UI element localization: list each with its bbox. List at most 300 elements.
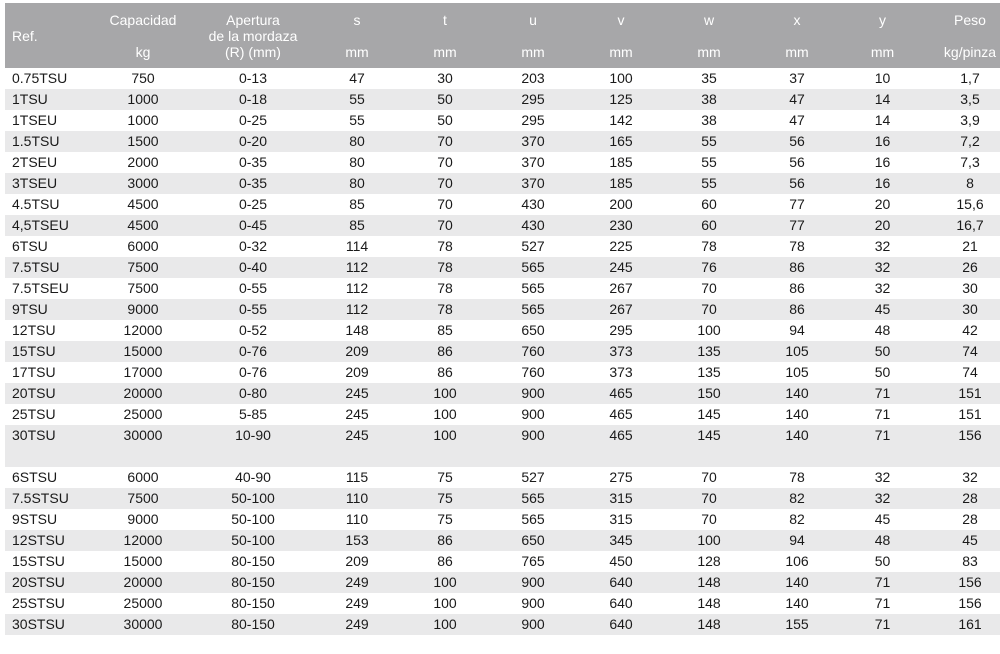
cell-peso: 1,7 [924, 68, 1000, 89]
table-row [5, 68, 1000, 89]
cell-s: 245 [313, 425, 401, 446]
cell-capacidad: 6000 [93, 467, 193, 488]
cell-x: 140 [753, 593, 841, 614]
cell-w: 145 [665, 425, 753, 446]
cell-x: 140 [753, 572, 841, 593]
cell-capacidad: 750 [93, 68, 193, 89]
cell-apertura: 80-150 [193, 614, 313, 635]
cell-x: 140 [753, 383, 841, 404]
cell-ref: 3TSEU [5, 173, 93, 194]
cell-x: 78 [753, 467, 841, 488]
cell-u: 650 [489, 320, 577, 341]
cell-peso: 28 [924, 488, 1000, 509]
cell-w: 78 [665, 236, 753, 257]
cell-s: 245 [313, 404, 401, 425]
cell-u: 900 [489, 383, 577, 404]
cell-y: 32 [841, 236, 924, 257]
cell-ref: 4.5TSU [5, 194, 93, 215]
cell-apertura: 0-76 [193, 362, 313, 383]
cell-capacidad: 9000 [93, 299, 193, 320]
cell-apertura: 0-25 [193, 110, 313, 131]
cell-y: 50 [841, 341, 924, 362]
cell-apertura: 10-90 [193, 425, 313, 446]
cell-v: 267 [577, 278, 665, 299]
table-row [5, 467, 1000, 488]
cell-u: 565 [489, 488, 577, 509]
table-row [5, 593, 1000, 614]
cell-y: 32 [841, 278, 924, 299]
cell-y: 14 [841, 89, 924, 110]
cell-u: 650 [489, 530, 577, 551]
cell-ref: 7.5STSU [5, 488, 93, 509]
cell-peso: 32 [924, 467, 1000, 488]
cell-apertura: 50-100 [193, 509, 313, 530]
cell-ref: 30TSU [5, 425, 93, 446]
cell-y: 20 [841, 194, 924, 215]
cell-y: 32 [841, 257, 924, 278]
cell-ref: 12STSU [5, 530, 93, 551]
cell-v: 295 [577, 320, 665, 341]
cell-apertura: 0-32 [193, 236, 313, 257]
table-row [5, 509, 1000, 530]
cell-capacidad: 6000 [93, 236, 193, 257]
header-y-label: y [879, 11, 886, 28]
cell-s: 249 [313, 593, 401, 614]
cell-apertura: 0-80 [193, 383, 313, 404]
cell-t: 100 [401, 593, 489, 614]
cell-peso: 151 [924, 383, 1000, 404]
cell-y: 71 [841, 593, 924, 614]
cell-w: 35 [665, 68, 753, 89]
cell-y: 45 [841, 299, 924, 320]
header-capacidad-unit: kg [135, 43, 151, 60]
cell-peso: 74 [924, 362, 1000, 383]
cell-t: 50 [401, 110, 489, 131]
table-row [5, 257, 1000, 278]
cell-s: 47 [313, 68, 401, 89]
cell-u: 295 [489, 89, 577, 110]
cell-ref: 9STSU [5, 509, 93, 530]
cell-peso: 21 [924, 236, 1000, 257]
cell-apertura: 0-52 [193, 320, 313, 341]
cell-t: 75 [401, 509, 489, 530]
cell-s: 209 [313, 341, 401, 362]
cell-apertura: 0-40 [193, 257, 313, 278]
cell-capacidad: 12000 [93, 320, 193, 341]
cell-v: 465 [577, 425, 665, 446]
table-row [5, 131, 1000, 152]
cell-t: 78 [401, 236, 489, 257]
cell-peso: 26 [924, 257, 1000, 278]
header-apertura-line2: de la mordaza [208, 27, 298, 44]
cell-t: 100 [401, 383, 489, 404]
cell-x: 155 [753, 614, 841, 635]
cell-apertura: 0-18 [193, 89, 313, 110]
cell-peso: 28 [924, 509, 1000, 530]
cell-w: 55 [665, 131, 753, 152]
cell-u: 203 [489, 68, 577, 89]
header-y [841, 3, 924, 68]
cell-capacidad: 1500 [93, 131, 193, 152]
cell-peso: 74 [924, 341, 1000, 362]
cell-s: 148 [313, 320, 401, 341]
header-ref-label: Ref. [12, 27, 38, 44]
cell-w: 70 [665, 488, 753, 509]
cell-x: 47 [753, 110, 841, 131]
cell-x: 77 [753, 194, 841, 215]
table-row [5, 173, 1000, 194]
cell-x: 140 [753, 404, 841, 425]
header-s [313, 3, 401, 68]
separator-cell [5, 446, 1000, 467]
cell-ref: 17TSU [5, 362, 93, 383]
header-w [665, 3, 753, 68]
cell-u: 527 [489, 467, 577, 488]
cell-u: 900 [489, 572, 577, 593]
table-row [5, 362, 1000, 383]
cell-y: 32 [841, 467, 924, 488]
cell-peso: 42 [924, 320, 1000, 341]
cell-x: 86 [753, 257, 841, 278]
cell-ref: 1TSU [5, 89, 93, 110]
cell-x: 82 [753, 488, 841, 509]
header-capacidad-label: Capacidad [109, 11, 177, 28]
header-peso [924, 3, 1000, 68]
cell-peso: 156 [924, 425, 1000, 446]
cell-peso: 156 [924, 572, 1000, 593]
cell-x: 82 [753, 509, 841, 530]
cell-peso: 156 [924, 593, 1000, 614]
table-row [5, 572, 1000, 593]
cell-ref: 15TSU [5, 341, 93, 362]
cell-apertura: 80-150 [193, 551, 313, 572]
cell-peso: 30 [924, 278, 1000, 299]
header-x [753, 3, 841, 68]
cell-v: 230 [577, 215, 665, 236]
cell-t: 70 [401, 173, 489, 194]
cell-x: 47 [753, 89, 841, 110]
cell-v: 315 [577, 488, 665, 509]
cell-u: 565 [489, 509, 577, 530]
cell-t: 75 [401, 467, 489, 488]
cell-apertura: 80-150 [193, 593, 313, 614]
cell-t: 78 [401, 299, 489, 320]
cell-peso: 8 [924, 173, 1000, 194]
cell-v: 200 [577, 194, 665, 215]
cell-t: 86 [401, 341, 489, 362]
cell-v: 225 [577, 236, 665, 257]
cell-t: 70 [401, 194, 489, 215]
table-row [5, 299, 1000, 320]
cell-u: 430 [489, 194, 577, 215]
cell-apertura: 0-25 [193, 194, 313, 215]
cell-u: 565 [489, 257, 577, 278]
cell-s: 55 [313, 89, 401, 110]
cell-s: 85 [313, 215, 401, 236]
cell-x: 77 [753, 215, 841, 236]
cell-peso: 7,2 [924, 131, 1000, 152]
table-row [5, 110, 1000, 131]
cell-w: 128 [665, 551, 753, 572]
cell-ref: 15STSU [5, 551, 93, 572]
cell-capacidad: 12000 [93, 530, 193, 551]
cell-apertura: 0-35 [193, 152, 313, 173]
cell-y: 48 [841, 320, 924, 341]
cell-ref: 2TSEU [5, 152, 93, 173]
cell-y: 71 [841, 404, 924, 425]
cell-v: 125 [577, 89, 665, 110]
cell-ref: 7.5TSU [5, 257, 93, 278]
cell-s: 80 [313, 173, 401, 194]
cell-w: 60 [665, 215, 753, 236]
cell-s: 112 [313, 299, 401, 320]
cell-u: 295 [489, 110, 577, 131]
cell-v: 315 [577, 509, 665, 530]
cell-capacidad: 7500 [93, 488, 193, 509]
header-ref [5, 3, 93, 68]
cell-w: 38 [665, 110, 753, 131]
table-row [5, 278, 1000, 299]
cell-x: 94 [753, 320, 841, 341]
header-s-unit: mm [345, 43, 369, 60]
cell-w: 148 [665, 593, 753, 614]
cell-peso: 161 [924, 614, 1000, 635]
cell-v: 465 [577, 383, 665, 404]
cell-w: 148 [665, 614, 753, 635]
cell-ref: 7.5TSEU [5, 278, 93, 299]
spec-table [5, 3, 1000, 635]
cell-v: 245 [577, 257, 665, 278]
cell-x: 56 [753, 173, 841, 194]
cell-u: 565 [489, 278, 577, 299]
header-t-label: t [443, 11, 447, 28]
table-row [5, 89, 1000, 110]
cell-v: 373 [577, 341, 665, 362]
cell-peso: 15,6 [924, 194, 1000, 215]
table-row [5, 215, 1000, 236]
cell-ref: 0.75TSU [5, 68, 93, 89]
cell-ref: 4,5TSEU [5, 215, 93, 236]
cell-y: 71 [841, 614, 924, 635]
header-u-unit: mm [521, 43, 545, 60]
table-row [5, 488, 1000, 509]
header-v-label: v [617, 11, 625, 28]
cell-v: 640 [577, 593, 665, 614]
cell-t: 100 [401, 404, 489, 425]
header-t [401, 3, 489, 68]
cell-ref: 30STSU [5, 614, 93, 635]
cell-s: 112 [313, 257, 401, 278]
header-peso-label: Peso [954, 11, 986, 28]
cell-v: 142 [577, 110, 665, 131]
header-u-label: u [529, 11, 537, 28]
cell-x: 106 [753, 551, 841, 572]
table-row [5, 425, 1000, 446]
table-header [5, 3, 1000, 68]
table-row [5, 341, 1000, 362]
cell-apertura: 40-90 [193, 467, 313, 488]
cell-capacidad: 3000 [93, 173, 193, 194]
cell-y: 20 [841, 215, 924, 236]
cell-t: 78 [401, 257, 489, 278]
cell-apertura: 5-85 [193, 404, 313, 425]
cell-ref: 6STSU [5, 467, 93, 488]
cell-x: 105 [753, 341, 841, 362]
cell-t: 86 [401, 362, 489, 383]
cell-t: 86 [401, 530, 489, 551]
cell-v: 465 [577, 404, 665, 425]
header-w-unit: mm [697, 43, 721, 60]
cell-peso: 83 [924, 551, 1000, 572]
cell-capacidad: 4500 [93, 194, 193, 215]
cell-x: 86 [753, 278, 841, 299]
cell-w: 100 [665, 530, 753, 551]
cell-ref: 20TSU [5, 383, 93, 404]
cell-u: 760 [489, 362, 577, 383]
cell-t: 100 [401, 572, 489, 593]
cell-w: 55 [665, 152, 753, 173]
cell-y: 16 [841, 131, 924, 152]
cell-u: 900 [489, 614, 577, 635]
cell-u: 430 [489, 215, 577, 236]
header-apertura-line3: (R) (mm) [225, 43, 281, 60]
cell-ref: 12TSU [5, 320, 93, 341]
cell-w: 70 [665, 467, 753, 488]
cell-t: 70 [401, 215, 489, 236]
cell-t: 86 [401, 551, 489, 572]
cell-x: 56 [753, 131, 841, 152]
cell-x: 56 [753, 152, 841, 173]
cell-apertura: 80-150 [193, 572, 313, 593]
cell-x: 140 [753, 425, 841, 446]
cell-x: 37 [753, 68, 841, 89]
cell-peso: 3,9 [924, 110, 1000, 131]
cell-capacidad: 7500 [93, 278, 193, 299]
cell-s: 245 [313, 383, 401, 404]
cell-t: 30 [401, 68, 489, 89]
cell-capacidad: 1000 [93, 110, 193, 131]
header-peso-unit: kg/pinza [943, 43, 997, 60]
cell-v: 100 [577, 68, 665, 89]
cell-s: 209 [313, 362, 401, 383]
cell-apertura: 50-100 [193, 488, 313, 509]
cell-u: 565 [489, 299, 577, 320]
table-row [5, 551, 1000, 572]
cell-u: 370 [489, 152, 577, 173]
cell-s: 85 [313, 194, 401, 215]
cell-capacidad: 20000 [93, 572, 193, 593]
cell-s: 114 [313, 236, 401, 257]
cell-t: 100 [401, 425, 489, 446]
cell-ref: 25STSU [5, 593, 93, 614]
cell-y: 71 [841, 383, 924, 404]
cell-s: 115 [313, 467, 401, 488]
cell-apertura: 0-20 [193, 131, 313, 152]
header-u [489, 3, 577, 68]
cell-y: 71 [841, 572, 924, 593]
cell-apertura: 0-55 [193, 278, 313, 299]
cell-y: 71 [841, 425, 924, 446]
cell-x: 78 [753, 236, 841, 257]
cell-y: 14 [841, 110, 924, 131]
cell-v: 165 [577, 131, 665, 152]
cell-v: 640 [577, 614, 665, 635]
header-x-label: x [793, 11, 801, 28]
header-s-label: s [353, 11, 361, 28]
header-v [577, 3, 665, 68]
cell-s: 249 [313, 572, 401, 593]
cell-t: 78 [401, 278, 489, 299]
cell-s: 55 [313, 110, 401, 131]
cell-v: 640 [577, 572, 665, 593]
table-row [5, 614, 1000, 635]
cell-u: 760 [489, 341, 577, 362]
cell-s: 110 [313, 488, 401, 509]
cell-t: 75 [401, 488, 489, 509]
cell-x: 94 [753, 530, 841, 551]
cell-y: 45 [841, 509, 924, 530]
cell-peso: 7,3 [924, 152, 1000, 173]
cell-s: 80 [313, 152, 401, 173]
cell-v: 185 [577, 173, 665, 194]
cell-w: 60 [665, 194, 753, 215]
cell-ref: 1TSEU [5, 110, 93, 131]
cell-peso: 16,7 [924, 215, 1000, 236]
cell-v: 267 [577, 299, 665, 320]
cell-y: 16 [841, 152, 924, 173]
cell-t: 100 [401, 614, 489, 635]
cell-v: 185 [577, 152, 665, 173]
table-row [5, 530, 1000, 551]
cell-w: 135 [665, 341, 753, 362]
cell-u: 370 [489, 131, 577, 152]
cell-w: 55 [665, 173, 753, 194]
cell-w: 145 [665, 404, 753, 425]
cell-apertura: 0-13 [193, 68, 313, 89]
cell-peso: 151 [924, 404, 1000, 425]
cell-capacidad: 15000 [93, 551, 193, 572]
cell-apertura: 0-35 [193, 173, 313, 194]
cell-y: 50 [841, 551, 924, 572]
cell-capacidad: 7500 [93, 257, 193, 278]
cell-w: 148 [665, 572, 753, 593]
cell-v: 450 [577, 551, 665, 572]
cell-w: 100 [665, 320, 753, 341]
cell-s: 153 [313, 530, 401, 551]
cell-y: 48 [841, 530, 924, 551]
cell-capacidad: 1000 [93, 89, 193, 110]
cell-capacidad: 20000 [93, 383, 193, 404]
header-w-label: w [703, 11, 715, 28]
cell-y: 10 [841, 68, 924, 89]
cell-capacidad: 9000 [93, 509, 193, 530]
cell-u: 765 [489, 551, 577, 572]
cell-peso: 30 [924, 299, 1000, 320]
cell-peso: 45 [924, 530, 1000, 551]
cell-capacidad: 4500 [93, 215, 193, 236]
cell-v: 275 [577, 467, 665, 488]
header-apertura-line1: Apertura [226, 11, 280, 28]
cell-w: 135 [665, 362, 753, 383]
cell-ref: 1.5TSU [5, 131, 93, 152]
table-row [5, 194, 1000, 215]
cell-apertura: 50-100 [193, 530, 313, 551]
header-apertura [193, 3, 313, 68]
table-row [5, 383, 1000, 404]
cell-capacidad: 30000 [93, 614, 193, 635]
cell-x: 105 [753, 362, 841, 383]
cell-y: 16 [841, 173, 924, 194]
